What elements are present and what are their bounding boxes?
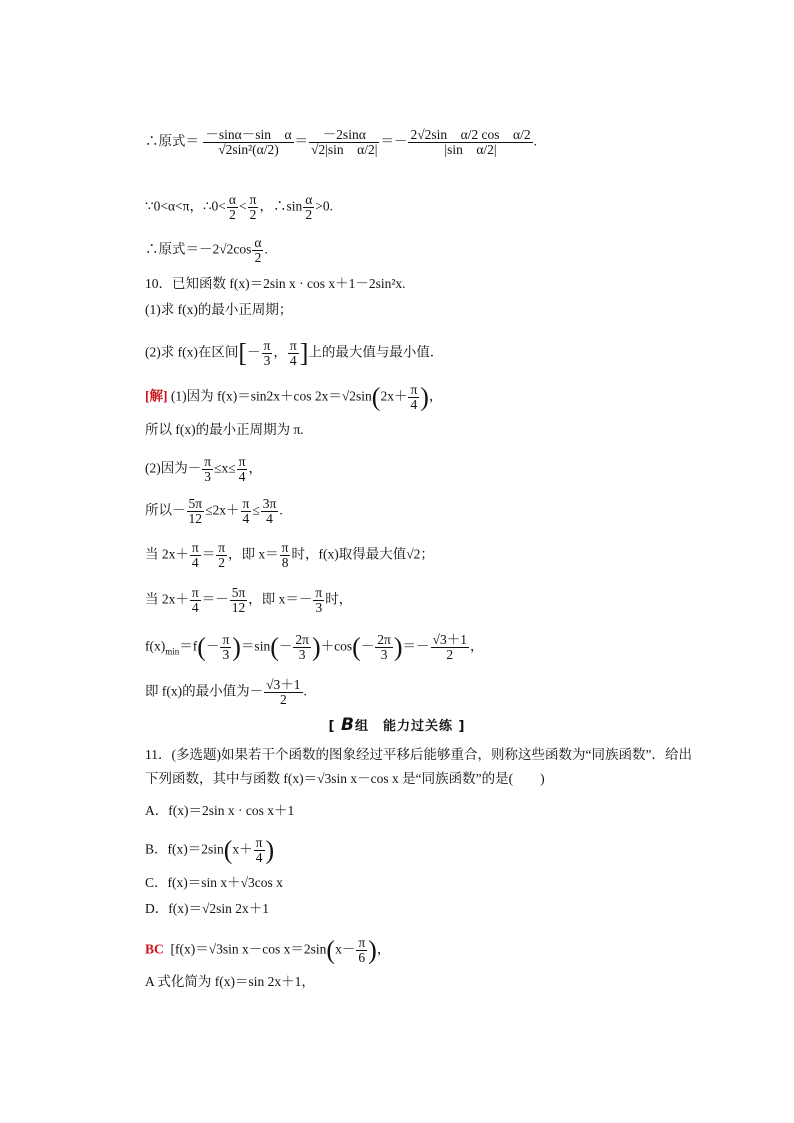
- denominator: 12: [188, 511, 203, 526]
- numerator: 3π: [262, 496, 277, 511]
- question-10: 10．已知函数 f(x)＝2sin x · cos x＋1－2sin²x.: [145, 276, 406, 291]
- numerator: －2sinα: [309, 128, 379, 143]
- question-11-stem: 11．(多选题)如果若干个函数的图象经过平移后能够重合，则称这些函数为“同族函数”．给出下列函数，其中与函数 f(x)＝√3sin x－cos x 是“同族函数”的是( ): [145, 747, 692, 786]
- numerator: √3＋1: [432, 632, 467, 647]
- denominator: √2sin²(α/2): [218, 142, 279, 157]
- denominator: 3: [263, 353, 271, 368]
- fraction: [293, 633, 311, 662]
- numerator: π: [263, 338, 271, 353]
- equation-line-1: ∴原式＝ $\frac{\text{－sinα－sin α}}{\text{√2sin²(α/2)}}$ ＝ $\frac{-2\sin\alpha}{\text{√2|sin α/2|}}$ ＝－ $\frac{\text{2√2sin α/2 cos α/2}}{\text{|sin α/2|}}$ .: [145, 127, 537, 157]
- denominator: 2: [279, 692, 287, 707]
- fraction: [203, 128, 293, 157]
- denominator: 2: [218, 555, 225, 570]
- option-b: B．f(x)＝2sin(x＋ $\frac{\pi}{4}$ ): [145, 835, 275, 865]
- text: ∴原式＝－2√2cos: [145, 241, 252, 257]
- fraction: [431, 633, 469, 662]
- text: ≤2x＋: [205, 502, 240, 518]
- question-10-part-1: (1)求 f(x)的最小正周期；: [145, 302, 293, 317]
- fraction: [252, 236, 263, 265]
- text: ＝sin: [240, 638, 271, 654]
- denominator: 4: [289, 353, 297, 368]
- section-header: [0, 715, 794, 735]
- numerator: －sinα－sin α: [205, 127, 292, 142]
- denominator: 3: [380, 647, 388, 662]
- fraction: [187, 497, 205, 526]
- result-line: ∴原式＝－2√2cos $\frac{\alpha}{2}$ .: [145, 235, 268, 265]
- bracket: ]: [458, 719, 466, 734]
- text: ，: [428, 388, 443, 404]
- solution-tag: [解]: [145, 388, 168, 404]
- numerator: α: [305, 192, 313, 207]
- text: 时，f(x)取得最大值√2；: [291, 546, 434, 562]
- section-letter: B: [341, 715, 355, 735]
- numerator: α: [228, 192, 236, 207]
- denominator: 4: [191, 555, 199, 570]
- text: (2)求 f(x)在区间: [145, 344, 239, 360]
- numerator: π: [242, 496, 250, 511]
- denominator: 3: [298, 647, 306, 662]
- text: 当 2x＋: [145, 591, 189, 607]
- text: ，即 x＝: [228, 546, 279, 562]
- denominator: 2: [229, 207, 236, 222]
- fraction: [227, 193, 238, 222]
- numerator: π: [410, 382, 418, 397]
- text: ＝f: [179, 638, 198, 654]
- text: ＋cos: [320, 638, 353, 654]
- fraction: [261, 497, 279, 526]
- text: 即 f(x)的最小值为－: [145, 683, 264, 699]
- denominator: 4: [242, 511, 250, 526]
- solution-line-6: [145, 586, 352, 615]
- fraction: [254, 836, 265, 865]
- text: ≤: [252, 502, 260, 518]
- text: 当 2x＋: [145, 546, 189, 562]
- fraction: [408, 383, 419, 412]
- explanation-line: A 式化简为 f(x)＝sin 2x＋1，: [145, 974, 315, 989]
- text: .: [279, 502, 283, 518]
- answer-line: BC [f(x)＝√3sin x－cos x＝2sin(x－ $\frac{\pi}{6}$ )，: [145, 935, 391, 965]
- denominator: 3: [315, 600, 323, 615]
- solution-line-2: 所以 f(x)的最小正周期为 π.: [145, 422, 304, 437]
- denominator: 4: [238, 469, 246, 484]
- numerator: π: [204, 454, 212, 469]
- option-c: C．f(x)＝sin x＋√3cos x: [145, 875, 283, 890]
- denominator: 8: [281, 555, 289, 570]
- denominator: 12: [231, 600, 246, 615]
- numerator: √3＋1: [266, 677, 301, 692]
- solution-line-8: [145, 678, 307, 707]
- question-10-part-2: (2)求 f(x)在区间[－ $\frac{\pi}{3}$ ， $\frac{\pi}{4}$ ]上的最大值与最小值．: [145, 338, 444, 368]
- fraction: [356, 936, 367, 965]
- numerator: π: [238, 454, 246, 469]
- text: ∵0<α<π，∴0<: [145, 198, 226, 214]
- denominator: 2: [249, 207, 257, 222]
- fraction: [190, 586, 201, 615]
- numerator: π: [255, 835, 263, 850]
- text: ，: [376, 941, 391, 957]
- fraction: [241, 497, 252, 526]
- denominator: √2|sin α/2|: [311, 142, 378, 157]
- solution-line-4: [145, 497, 283, 526]
- text: B．f(x)＝2sin: [145, 841, 224, 857]
- numerator: 5π: [188, 496, 203, 511]
- numerator: 5π: [231, 585, 246, 600]
- fraction: [230, 586, 248, 615]
- fraction: [288, 339, 299, 368]
- denominator: 4: [410, 397, 418, 412]
- numerator: π: [222, 632, 230, 647]
- answer-tag: BC: [145, 941, 164, 957]
- numerator: 2√2sin α/2 cos α/2: [410, 127, 531, 142]
- text: (2)因为－: [145, 460, 202, 476]
- fraction: [248, 193, 259, 222]
- fraction: [309, 128, 379, 157]
- fraction: [303, 193, 314, 222]
- denominator: 4: [191, 600, 199, 615]
- solution-line-5: [145, 541, 434, 570]
- denominator: 4: [266, 511, 273, 526]
- numerator: α: [254, 235, 262, 250]
- text: ＝: [201, 546, 216, 562]
- numerator: π: [218, 540, 226, 555]
- numerator: π: [249, 192, 257, 207]
- denominator: 2: [254, 250, 262, 265]
- text: ∴原式＝: [145, 133, 199, 149]
- fraction: [202, 455, 213, 484]
- text: 所以－: [145, 502, 186, 518]
- text: (1)因为 f(x)＝sin2x＋cos 2x＝√2sin: [170, 388, 372, 404]
- fraction: [408, 128, 532, 157]
- numerator: π: [281, 540, 289, 555]
- numerator: 2π: [377, 632, 391, 647]
- solution-line-3: [145, 455, 262, 484]
- text: 上的最大值与最小值．: [308, 344, 444, 360]
- text: ，即 x＝－: [248, 591, 313, 607]
- denominator: 6: [358, 950, 366, 965]
- fraction: [190, 541, 201, 570]
- text: ＝－: [402, 638, 430, 654]
- solution-line-1: [解] (1)因为 f(x)＝sin2x＋cos 2x＝√2sin(2x＋ $\frac{\pi}{4}$ )，: [145, 382, 443, 412]
- denominator: 3: [204, 469, 212, 484]
- numerator: π: [289, 338, 297, 353]
- fraction: [262, 339, 273, 368]
- condition-line: [145, 193, 333, 222]
- numerator: π: [315, 585, 323, 600]
- fraction: [280, 541, 291, 570]
- subscript: min: [165, 646, 180, 657]
- fraction: [264, 678, 302, 707]
- numerator: 2π: [295, 632, 309, 647]
- text: ＝－: [201, 591, 229, 607]
- option-d: D．f(x)＝√2sin 2x＋1: [145, 901, 270, 916]
- numerator: π: [191, 540, 199, 555]
- text: [f(x)＝√3sin x－cos x＝2sin: [170, 941, 327, 957]
- denominator: |sin α/2|: [444, 142, 497, 157]
- text: 时，: [325, 591, 353, 607]
- text: ≤x≤: [214, 460, 236, 476]
- fraction: [237, 455, 248, 484]
- fraction: [216, 541, 227, 570]
- solution-line-7: $f(x)_{min}=f(-$ $\frac{\pi}{3}$ )＝sin(－ $\frac{2\pi}{3}$ )＋cos(－ $\frac{2\pi}{3}$ )＝－ $\frac{√3+1}{2}$ ，: [145, 632, 484, 662]
- fraction: [313, 586, 324, 615]
- denominator: 4: [255, 850, 263, 865]
- fraction: [220, 633, 231, 662]
- option-a: A．f(x)＝2sin x · cos x＋1: [145, 803, 295, 818]
- text: ，∴sin: [259, 198, 303, 214]
- section-label: 组 能力过关练: [354, 719, 453, 734]
- bracket: [: [328, 719, 336, 734]
- text: f(x): [145, 638, 166, 654]
- denominator: 3: [222, 647, 230, 662]
- denominator: 2: [305, 207, 313, 222]
- denominator: 2: [446, 647, 454, 662]
- text: >0.: [315, 198, 334, 214]
- text: .: [303, 683, 307, 699]
- fraction: [375, 633, 393, 662]
- text: ，: [248, 460, 262, 476]
- text: ，: [469, 638, 484, 654]
- numerator: π: [358, 935, 366, 950]
- text: <: [239, 198, 247, 214]
- numerator: π: [191, 585, 199, 600]
